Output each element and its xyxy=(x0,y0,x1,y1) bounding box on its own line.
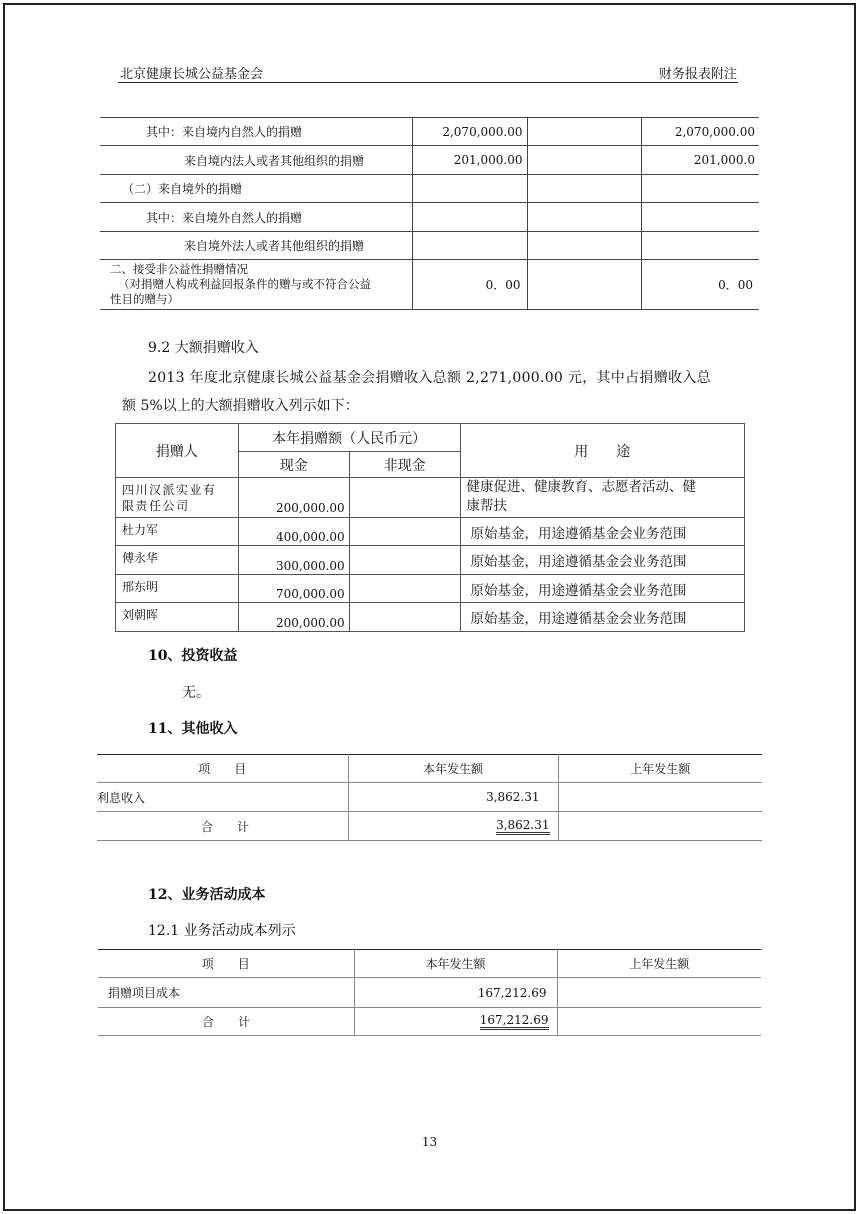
page-header xyxy=(120,63,737,81)
col-current: 本年发生额 xyxy=(348,755,558,783)
col-noncash: 非现金 xyxy=(349,452,460,478)
item-cell: 捐赠项目成本 xyxy=(98,978,354,1008)
current-value: 3,862.31 xyxy=(348,783,558,812)
table-row xyxy=(100,232,759,260)
total-row xyxy=(97,812,762,841)
current-value xyxy=(412,175,527,203)
row-label: 来自境外法人或者其他组织的捐赠 xyxy=(100,232,412,260)
table-row xyxy=(116,478,745,518)
large-donations-table xyxy=(115,423,745,632)
current-value xyxy=(412,203,527,232)
noncash-value xyxy=(349,478,460,518)
noncash-value xyxy=(349,603,460,632)
current-value xyxy=(412,232,527,260)
cash-value: 200,000.00 xyxy=(238,478,349,518)
prior-value: 2,070,000.00 xyxy=(641,118,759,146)
table-row xyxy=(100,118,759,146)
col-prior: 上年发生额 xyxy=(558,755,762,783)
label-line: 二、接受非公益性捐赠情况 xyxy=(110,262,248,276)
col-current: 本年发生额 xyxy=(354,950,557,978)
donor-cell xyxy=(116,478,239,518)
use-line: 健康促进、健康教育、志愿者活动、健 xyxy=(466,479,696,495)
mid-value xyxy=(527,175,641,203)
table-row xyxy=(100,203,759,232)
row-label xyxy=(100,260,412,310)
noncash-value xyxy=(349,546,460,575)
header-rule xyxy=(118,82,738,83)
prior-value xyxy=(557,978,761,1008)
table-row xyxy=(100,175,759,203)
label-line: （对捐赠人构成利益回报条件的赠与或不符合公益 xyxy=(118,277,371,291)
total-current: 167,212.69 xyxy=(480,1013,549,1030)
prior-value xyxy=(641,175,759,203)
table-row xyxy=(100,260,759,310)
donor-line: 四川汉派实业有 xyxy=(122,482,217,497)
org-name: 北京健康长城公益基金会 xyxy=(120,67,264,82)
noncash-value xyxy=(349,575,460,603)
section-10-title: 10、投资收益 xyxy=(148,648,238,664)
total-label: 合 计 xyxy=(98,1008,354,1036)
section-11-title: 11、其他收入 xyxy=(148,721,238,737)
use-cell: 原始基金，用途遵循基金会业务范围 xyxy=(460,603,745,632)
prior-value xyxy=(641,203,759,232)
table-row xyxy=(116,575,745,603)
use-cell: 原始基金，用途遵循基金会业务范围 xyxy=(460,518,745,546)
total-row xyxy=(98,1008,761,1036)
table-row xyxy=(116,546,745,575)
col-item: 项 目 xyxy=(98,950,354,978)
table-row xyxy=(116,518,745,546)
section-9-2-para-line2: 额 5%以上的大额捐赠收入列示如下： xyxy=(122,398,359,414)
prior-value: 0．00 xyxy=(641,260,759,310)
col-use: 用 途 xyxy=(460,424,745,478)
doc-title: 财务报表附注 xyxy=(658,67,737,82)
section-12-title: 12、业务活动成本 xyxy=(148,887,266,903)
section-12-subtitle: 12.1 业务活动成本列示 xyxy=(148,923,296,939)
donation-table xyxy=(100,117,759,310)
col-prior: 上年发生额 xyxy=(557,950,761,978)
row-label: 其中：来自境外自然人的捐赠 xyxy=(100,203,412,232)
total-prior xyxy=(558,812,762,841)
prior-value: 201,000.0 xyxy=(641,146,759,175)
row-label: 来自境内法人或者其他组织的捐赠 xyxy=(100,146,412,175)
mid-value xyxy=(527,260,641,310)
col-cash: 现金 xyxy=(238,452,349,478)
table-row xyxy=(116,603,745,632)
use-cell: 原始基金，用途遵循基金会业务范围 xyxy=(460,546,745,575)
col-donor: 捐赠人 xyxy=(116,424,239,478)
col-amount: 本年捐赠额（人民币元） xyxy=(238,424,460,452)
cash-value: 300,000.00 xyxy=(238,546,349,575)
mid-value xyxy=(527,203,641,232)
use-line: 康帮扶 xyxy=(466,498,507,514)
total-label: 合 计 xyxy=(97,812,348,841)
section-9-2-para-line1: 2013 年度北京健康长城公益基金会捐赠收入总额 2,271,000.00 元，其中占捐赠收入总 xyxy=(148,370,711,386)
business-cost-table xyxy=(98,949,761,1036)
row-label: 其中：来自境内自然人的捐赠 xyxy=(100,118,412,146)
other-income-table xyxy=(97,754,762,841)
mid-value xyxy=(527,146,641,175)
donor-cell: 杜力军 xyxy=(116,518,239,546)
mid-value xyxy=(527,118,641,146)
section-9-2-title: 9.2 大额捐赠收入 xyxy=(148,340,259,356)
item-cell: 利息收入 xyxy=(97,783,348,812)
current-value: 167,212.69 xyxy=(354,978,557,1008)
cash-value: 700,000.00 xyxy=(238,575,349,603)
current-value: 0．00 xyxy=(412,260,527,310)
donor-cell: 刘朝晖 xyxy=(116,603,239,632)
use-cell xyxy=(460,478,745,518)
table-row xyxy=(97,783,762,812)
current-value: 201,000.00 xyxy=(412,146,527,175)
donor-cell: 傅永华 xyxy=(116,546,239,575)
use-cell: 原始基金，用途遵循基金会业务范围 xyxy=(460,575,745,603)
col-item: 项 目 xyxy=(97,755,348,783)
table-row xyxy=(100,146,759,175)
label-line: 性目的赠与） xyxy=(110,292,179,306)
table-row xyxy=(98,978,761,1008)
total-prior xyxy=(557,1008,761,1036)
donor-cell: 邢东明 xyxy=(116,575,239,603)
current-value: 2,070,000.00 xyxy=(412,118,527,146)
section-10-body: 无。 xyxy=(182,685,210,701)
total-current: 3,862.31 xyxy=(496,818,549,835)
donor-line: 限责任公司 xyxy=(122,498,190,513)
cash-value: 200,000.00 xyxy=(238,603,349,632)
cash-value: 400,000.00 xyxy=(238,518,349,546)
prior-value xyxy=(641,232,759,260)
mid-value xyxy=(527,232,641,260)
prior-value xyxy=(558,783,762,812)
noncash-value xyxy=(349,518,460,546)
row-label: （二）来自境外的捐赠 xyxy=(100,175,412,203)
page-number: 13 xyxy=(421,1135,438,1149)
